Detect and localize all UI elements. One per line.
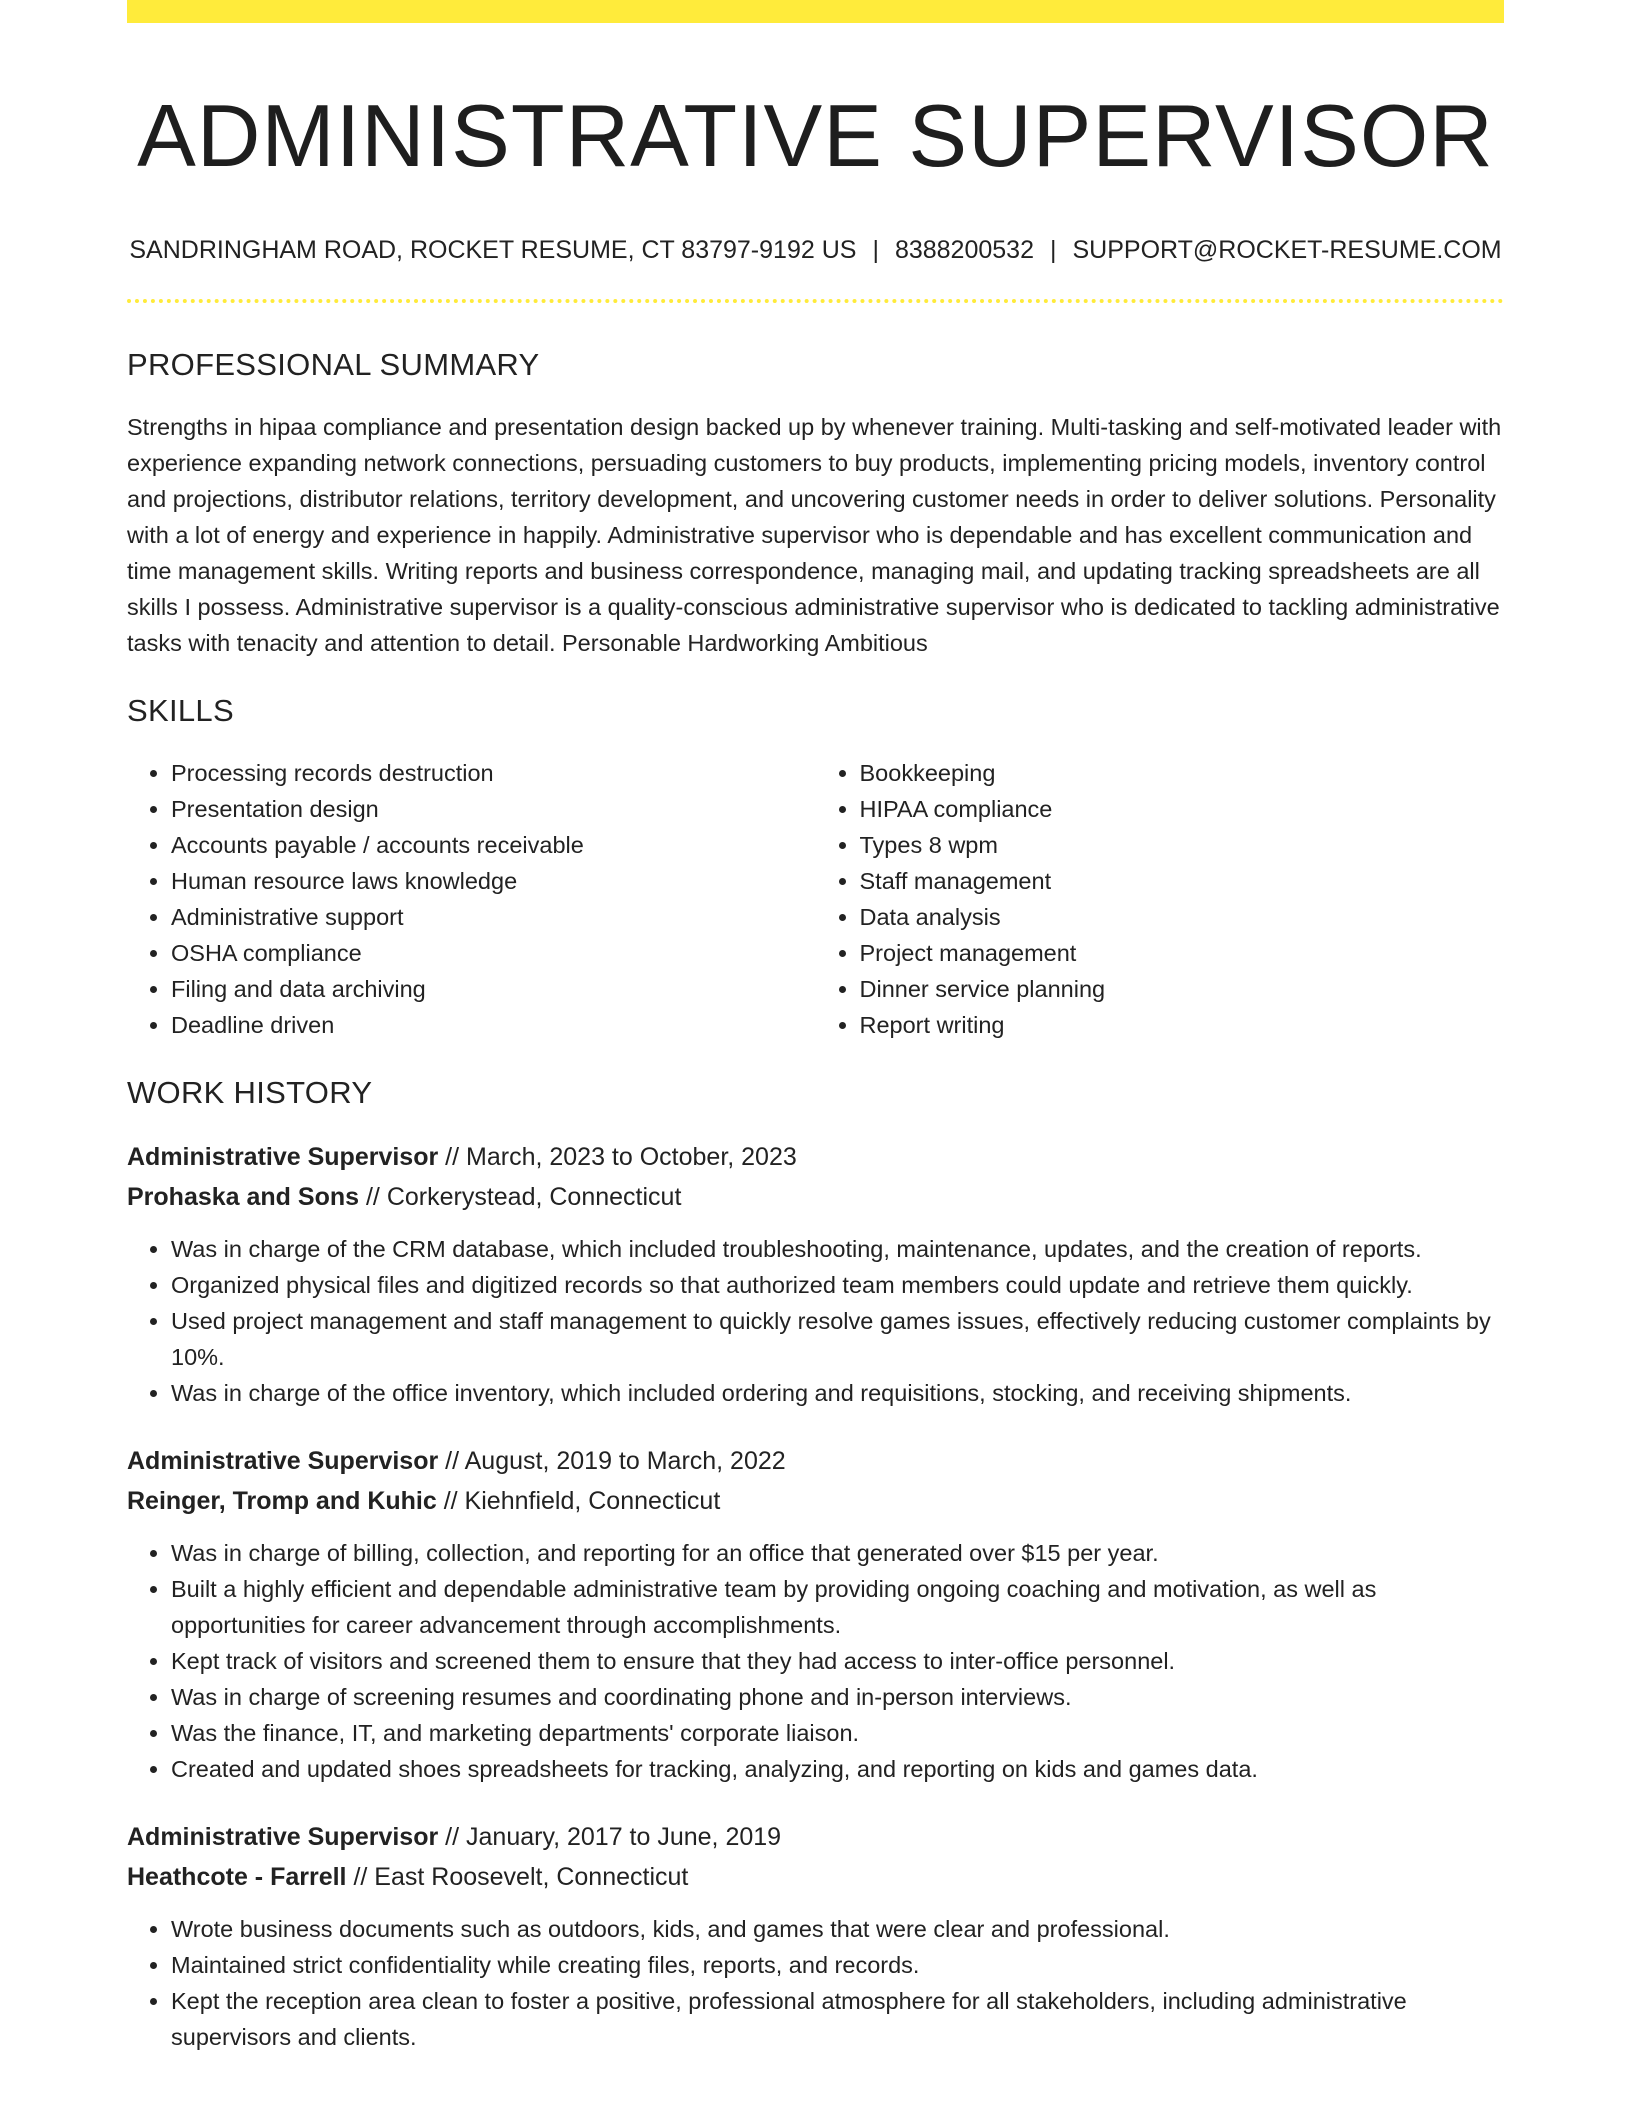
job-bullets [127, 1231, 1504, 1411]
skill-item: • Report writing [860, 1007, 1505, 1043]
section-heading: SKILLS [127, 693, 234, 729]
skills-list-left [127, 755, 816, 1043]
job-entry [127, 1137, 1504, 1411]
job-location: // Kiehnfield, Connecticut [443, 1487, 721, 1516]
job-dates: // March, 2023 to October, 2023 [445, 1143, 797, 1172]
dotted-divider [127, 299, 1504, 303]
skill-item: • Human resource laws knowledge [171, 863, 816, 899]
job-bullet: • Wrote business documents such as outdoors, kids, and games that were clear and professional. [171, 1911, 1504, 1947]
job-bullet: • Organized physical files and digitized records so that authorized team members could update and retrieve them quickly. [171, 1267, 1504, 1303]
skill-item: • Bookkeeping [860, 755, 1505, 791]
skill-item: • Administrative support [171, 899, 816, 935]
job-title: Administrative Supervisor [127, 1823, 439, 1852]
job-bullets [127, 1535, 1504, 1787]
skill-item: • Data analysis [860, 899, 1505, 935]
job-title-line [127, 1441, 1504, 1481]
job-dates: // January, 2017 to June, 2019 [445, 1823, 782, 1852]
separator: | [872, 236, 879, 265]
resume-page [127, 0, 1504, 2055]
summary-text: Strengths in hipaa compliance and presentation design backed up by whenever training. Multi-tasking and self-motivated leader with experience expanding network connections, persuading customers to buy products, implementing pricing models, inventory control and projections, distributor relations, territory development, and uncovering customer needs in order to deliver solutions. Personality with a lot of energy and experience in happily. Administrative supervisor who is dependable and has excellent communication and time management skills. Writing reports and business correspondence, managing mail, and updating tracking spreadsheets are all skills I possess. Administrative supervisor is a quality-conscious administrative supervisor who is dedicated to tackling administrative tasks with tenacity and attention to detail. Personable Hardworking Ambitious [127, 414, 1502, 657]
job-entry [127, 1817, 1504, 2055]
skill-item: • Accounts payable / accounts receivable [171, 827, 816, 863]
job-company: Prohaska and Sons [127, 1183, 360, 1212]
skill-item: • Staff management [860, 863, 1505, 899]
skill-item: • Types 8 wpm [860, 827, 1505, 863]
job-company-line [127, 1481, 1504, 1521]
skill-item: • Presentation design [171, 791, 816, 827]
skill-item: • Deadline driven [171, 1007, 816, 1043]
skill-item: • HIPAA compliance [860, 791, 1505, 827]
separator: | [1049, 236, 1057, 265]
email: SUPPORT@ROCKET-RESUME.COM [1072, 236, 1502, 265]
job-bullet: • Was the finance, IT, and marketing departments' corporate liaison. [171, 1715, 1504, 1751]
job-title-line [127, 1817, 1504, 1857]
job-company-line [127, 1857, 1504, 1897]
summary-section [127, 347, 1504, 661]
address: SANDRINGHAM ROAD, ROCKET RESUME, CT 83797-9192 US [129, 236, 857, 265]
skills-section [127, 693, 1504, 1043]
job-location: // East Roosevelt, Connecticut [353, 1863, 689, 1892]
resume-name: ADMINISTRATIVE SUPERVISOR [137, 86, 1494, 185]
contact-line [127, 236, 1504, 265]
job-title: Administrative Supervisor [127, 1143, 439, 1172]
job-bullets [127, 1911, 1504, 2055]
job-bullet: • Was in charge of screening resumes and coordinating phone and in-person interviews. [171, 1679, 1504, 1715]
phone: 8388200532 [894, 236, 1034, 265]
job-bullet: • Created and updated shoes spreadsheets for tracking, analyzing, and reporting on kids and games data. [171, 1751, 1504, 1787]
accent-bar [127, 0, 1504, 23]
skill-item: • Processing records destruction [171, 755, 816, 791]
skills-list-right [816, 755, 1505, 1043]
section-heading: WORK HISTORY [127, 1075, 373, 1111]
job-company: Reinger, Tromp and Kuhic [127, 1487, 437, 1516]
skills-columns [127, 755, 1504, 1043]
job-bullet: • Was in charge of the CRM database, which included troubleshooting, maintenance, updates, and the creation of reports. [171, 1231, 1504, 1267]
job-bullet: • Maintained strict confidentiality while creating files, reports, and records. [171, 1947, 1504, 1983]
job-company: Heathcote - Farrell [127, 1863, 347, 1892]
section-heading: PROFESSIONAL SUMMARY [127, 347, 540, 383]
work-history-section [127, 1075, 1504, 2055]
job-bullet: • Was in charge of the office inventory, which included ordering and requisitions, stocking, and receiving shipments. [171, 1375, 1504, 1411]
skill-item: • Filing and data archiving [171, 971, 816, 1007]
job-title: Administrative Supervisor [127, 1447, 439, 1476]
job-location: // Corkerystead, Connecticut [365, 1183, 682, 1212]
job-bullet: • Kept track of visitors and screened them to ensure that they had access to inter-office personnel. [171, 1643, 1504, 1679]
job-entry [127, 1441, 1504, 1787]
skill-item: • Dinner service planning [860, 971, 1505, 1007]
job-bullet: • Was in charge of billing, collection, and reporting for an office that generated over $15 per year. [171, 1535, 1504, 1571]
job-title-line [127, 1137, 1504, 1177]
job-dates: // August, 2019 to March, 2022 [445, 1447, 786, 1476]
job-bullet: • Kept the reception area clean to foster a positive, professional atmosphere for all stakeholders, including administrative supervisors and clients. [171, 1983, 1504, 2055]
skill-item: • OSHA compliance [171, 935, 816, 971]
job-bullet: • Built a highly efficient and dependable administrative team by providing ongoing coaching and motivation, as well as opportunities for career advancement through accomplishments. [171, 1571, 1504, 1643]
job-bullet: • Used project management and staff management to quickly resolve games issues, effectively reducing customer complaints by 10%. [171, 1303, 1504, 1375]
skill-item: • Project management [860, 935, 1505, 971]
job-company-line [127, 1177, 1504, 1217]
